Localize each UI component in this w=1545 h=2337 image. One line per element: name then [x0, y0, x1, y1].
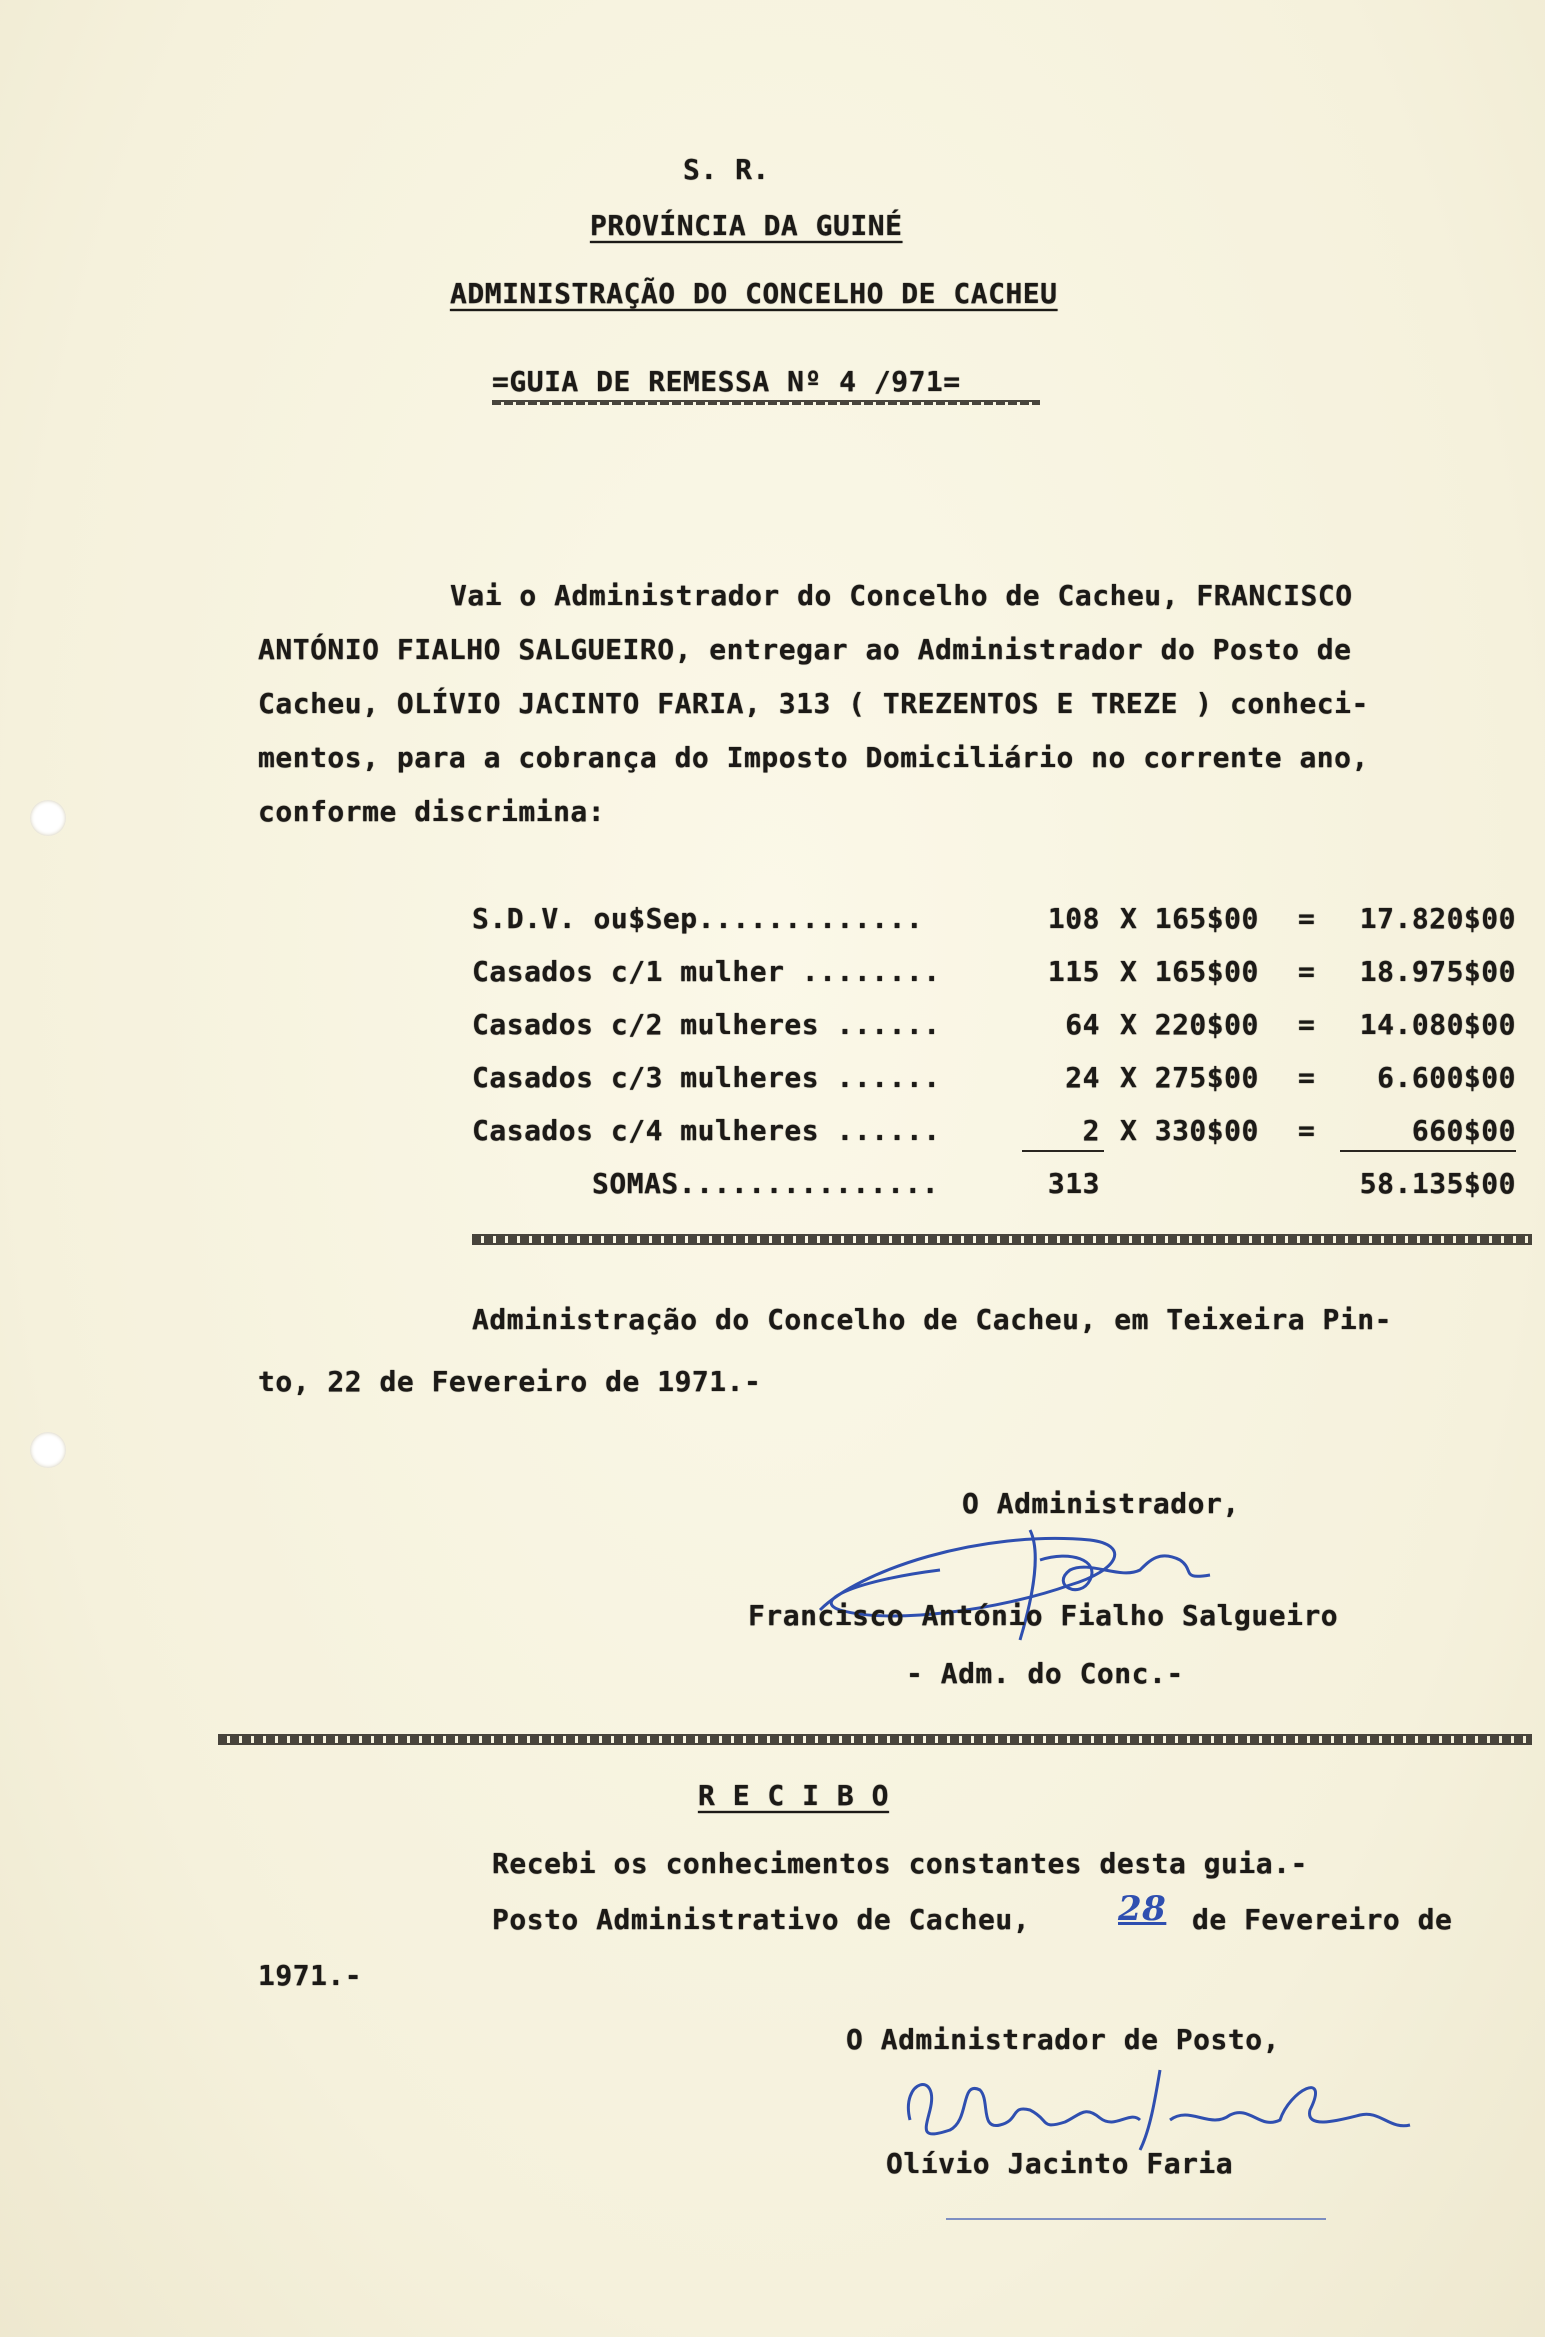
receipt-line-1: Recebi os conhecimentos constantes desta guia.-	[492, 1847, 1308, 1880]
row-rate: X 275$00	[1120, 1061, 1259, 1094]
signature-role: O Administrador,	[962, 1487, 1240, 1520]
header-province: PROVÍNCIA DA GUINÉ	[590, 209, 903, 242]
punch-hole-bottom	[30, 1432, 66, 1468]
receipt-signature-scribble	[890, 2050, 1430, 2160]
punch-hole-top	[30, 800, 66, 836]
row-qty: 108	[1047, 902, 1100, 935]
row-eq: =	[1298, 955, 1316, 988]
place-date-line-2: to, 22 de Fevereiro de 1971.-	[258, 1365, 762, 1398]
row-label: Casados c/4 mulheres ......	[472, 1114, 941, 1147]
row-total: 6.600$00	[1377, 1061, 1516, 1094]
guide-title-rule	[492, 400, 1040, 405]
place-date-line-1: Administração do Concelho de Cacheu, em Teixeira Pin-	[472, 1303, 1392, 1336]
row-qty: 64	[1065, 1008, 1100, 1041]
signature-scribble	[800, 1487, 1240, 1660]
receipt-heading: R E C I B O	[698, 1779, 889, 1812]
row-label: Casados c/1 mulher ........	[472, 955, 941, 988]
row-total: 17.820$00	[1359, 902, 1516, 935]
row-rate: X 330$00	[1120, 1114, 1259, 1147]
header-sr: S. R.	[683, 153, 770, 186]
header-administration: ADMINISTRAÇÃO DO CONCELHO DE CACHEU	[450, 277, 1058, 310]
receipt-signature-line	[946, 2218, 1326, 2220]
row-rate: X 165$00	[1120, 902, 1259, 935]
row-total: 660$00	[1411, 1114, 1516, 1147]
row-eq: =	[1298, 1061, 1316, 1094]
row-eq: =	[1298, 1008, 1316, 1041]
body-line-5: conforme discrimina:	[258, 795, 606, 828]
row-label: Casados c/3 mulheres ......	[472, 1061, 941, 1094]
receipt-day-handwritten: 28	[1118, 1889, 1167, 1929]
qty-sum-underline	[1022, 1150, 1104, 1152]
row-qty: 24	[1065, 1061, 1100, 1094]
row-rate: X 220$00	[1120, 1008, 1259, 1041]
body-line-1: Vai o Administrador do Concelho de Cacheu, FRANCISCO	[450, 579, 1353, 612]
total-sum-underline	[1340, 1150, 1516, 1152]
row-eq: =	[1298, 1114, 1316, 1147]
row-eq: =	[1298, 902, 1316, 935]
receipt-signature-role: O Administrador de Posto,	[846, 2023, 1280, 2056]
body-line-2: ANTÓNIO FIALHO SALGUEIRO, entregar ao Administrador do Posto de	[258, 633, 1352, 666]
body-line-4: mentos, para a cobrança do Imposto Domiciliário no corrente ano,	[258, 741, 1369, 774]
receipt-line-2-end: de Fevereiro de	[1192, 1903, 1453, 1936]
body-line-3: Cacheu, OLÍVIO JACINTO FARIA, 313 ( TREZENTOS E TREZE ) conheci-	[258, 687, 1369, 720]
sum-qty: 313	[1047, 1167, 1100, 1200]
row-qty: 2	[1082, 1114, 1100, 1147]
signature-title: - Adm. do Conc.-	[906, 1657, 1184, 1690]
receipt-line-3: 1971.-	[258, 1959, 363, 1992]
row-label: S.D.V. ou$Sep.............	[472, 902, 924, 935]
guide-title: =GUIA DE REMESSA Nº 4 /971=	[492, 365, 961, 398]
row-total: 14.080$00	[1359, 1008, 1516, 1041]
receipt-signature-name: Olívio Jacinto Faria	[886, 2147, 1234, 2180]
sum-total: 58.135$00	[1359, 1167, 1516, 1200]
row-rate: X 165$00	[1120, 955, 1259, 988]
receipt-separator-rule	[218, 1734, 1532, 1745]
receipt-line-2-start: Posto Administrativo de Cacheu,	[492, 1903, 1031, 1936]
signature-name: Francisco António Fialho Salgueiro	[748, 1599, 1339, 1632]
sum-label: SOMAS...............	[592, 1167, 940, 1200]
row-qty: 115	[1047, 955, 1100, 988]
row-total: 18.975$00	[1359, 955, 1516, 988]
row-label: Casados c/2 mulheres ......	[472, 1008, 941, 1041]
table-separator-rule	[472, 1234, 1532, 1245]
